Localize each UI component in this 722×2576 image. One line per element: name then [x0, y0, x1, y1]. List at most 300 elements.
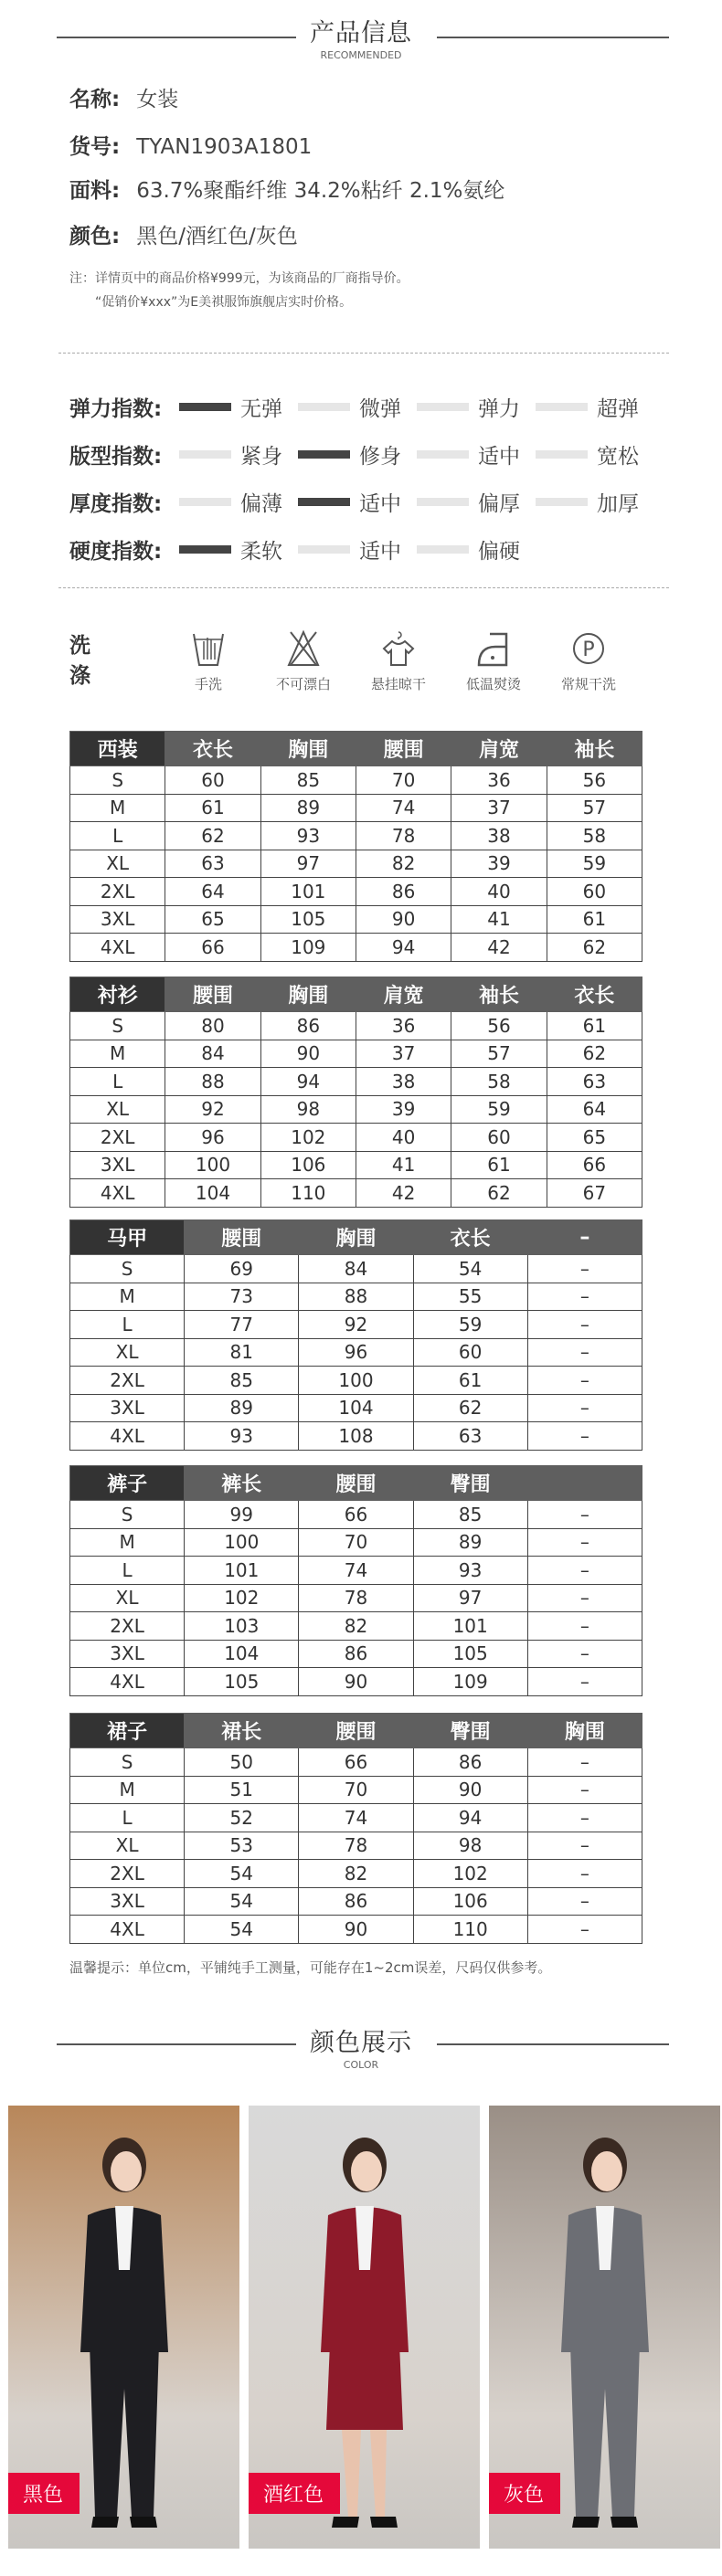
- table-cell: 65: [165, 905, 260, 934]
- table-cell: 62: [451, 1179, 547, 1208]
- table-cell: 97: [260, 850, 356, 878]
- table-cell: 102: [260, 1124, 356, 1152]
- table-cell: 73: [185, 1283, 299, 1311]
- index-option-label: 柔软: [240, 539, 282, 564]
- column-header: 胸围: [299, 1220, 413, 1255]
- table-cell: 96: [165, 1124, 260, 1152]
- table-row: [70, 1832, 642, 1860]
- table-cell: –: [527, 1832, 642, 1860]
- table-cell: 38: [451, 822, 547, 850]
- table-cell: 80: [165, 1012, 260, 1040]
- index-option-label: 微弹: [359, 396, 401, 421]
- index-bar: [536, 450, 588, 459]
- index-option: [179, 487, 298, 517]
- table-cell: 92: [165, 1095, 260, 1124]
- index-option-label: 紧身: [240, 444, 282, 469]
- table-cell: 101: [185, 1557, 299, 1585]
- table-cell: 63: [413, 1422, 527, 1451]
- table-cell: 105: [185, 1668, 299, 1696]
- table-cell: 39: [451, 850, 547, 878]
- size-table: [69, 1465, 642, 1696]
- column-header: 腰围: [165, 977, 260, 1012]
- field-value: 黑色/酒红色/灰色: [136, 225, 298, 248]
- table-cell: 94: [413, 1804, 527, 1832]
- table-cell: –: [527, 1255, 642, 1283]
- table-cell: 96: [299, 1338, 413, 1367]
- info-name: [69, 82, 178, 112]
- table-cell: 86: [260, 1012, 356, 1040]
- table-cell: 4XL: [70, 934, 165, 962]
- table-row: [70, 766, 642, 795]
- table-cell: 106: [260, 1151, 356, 1179]
- divider: [437, 37, 669, 38]
- table-cell: –: [527, 1557, 642, 1585]
- table-row: [70, 1528, 642, 1557]
- table-cell: –: [527, 1776, 642, 1804]
- index-bar: [298, 545, 350, 554]
- table-cell: M: [70, 1040, 165, 1068]
- table-cell: L: [70, 822, 165, 850]
- table-cell: 38: [356, 1068, 451, 1096]
- table-cell: 63: [547, 1068, 642, 1096]
- table-cell: M: [70, 1776, 185, 1804]
- index-bar: [179, 498, 231, 506]
- low-iron-icon: [475, 628, 512, 669]
- table-cell: 78: [299, 1832, 413, 1860]
- table-cell: 108: [299, 1422, 413, 1451]
- table-cell: XL: [70, 1832, 185, 1860]
- table-cell: 90: [299, 1916, 413, 1944]
- table-row: [70, 822, 642, 850]
- table-cell: 86: [356, 878, 451, 906]
- table-row: [70, 1557, 642, 1585]
- table-cell: –: [527, 1528, 642, 1557]
- table-cell: 60: [413, 1338, 527, 1367]
- table-cell: 94: [356, 934, 451, 962]
- index-bar: [417, 403, 469, 411]
- table-cell: 89: [260, 794, 356, 822]
- table-cell: 54: [185, 1916, 299, 1944]
- table-cell: M: [70, 794, 165, 822]
- index-label: 版型指数:: [69, 444, 163, 469]
- care-item: [457, 628, 530, 693]
- index-option-label: 偏厚: [478, 491, 520, 516]
- column-header: 肩宽: [451, 732, 547, 766]
- column-header: 裤子: [70, 1466, 185, 1501]
- table-cell: –: [527, 1612, 642, 1641]
- table-cell: 57: [451, 1040, 547, 1068]
- table-cell: 109: [413, 1668, 527, 1696]
- index-option-label: 偏硬: [478, 539, 520, 564]
- table-cell: 3XL: [70, 1394, 185, 1422]
- column-header: 衣长: [547, 977, 642, 1012]
- product-info-header: [0, 20, 722, 61]
- column-header: 胸围: [527, 1714, 642, 1748]
- table-cell: 53: [185, 1832, 299, 1860]
- index-option-label: 偏薄: [240, 491, 282, 516]
- index-option: [536, 487, 654, 517]
- table-cell: 2XL: [70, 878, 165, 906]
- table-cell: S: [70, 1748, 185, 1777]
- table-cell: 85: [185, 1367, 299, 1395]
- table-cell: 63: [165, 850, 260, 878]
- column-header: 肩宽: [356, 977, 451, 1012]
- column-header: 衣长: [165, 732, 260, 766]
- table-cell: 85: [260, 766, 356, 795]
- table-cell: 60: [547, 878, 642, 906]
- table-row: [70, 1584, 642, 1612]
- index-option: [298, 534, 417, 565]
- divider: [437, 2043, 669, 2045]
- table-row: [70, 1311, 642, 1339]
- care-item-label: 不可漂白: [275, 676, 331, 692]
- table-cell: 2XL: [70, 1860, 185, 1888]
- table-cell: 109: [260, 934, 356, 962]
- table-row: [70, 878, 642, 906]
- table-cell: 82: [356, 850, 451, 878]
- care-item-label: 常规干洗: [560, 676, 616, 692]
- table-cell: 59: [451, 1095, 547, 1124]
- table-cell: –: [527, 1501, 642, 1529]
- table-cell: 4XL: [70, 1668, 185, 1696]
- table-row: [70, 1887, 642, 1916]
- table-cell: 104: [165, 1179, 260, 1208]
- table-cell: 105: [413, 1640, 527, 1668]
- table-cell: 89: [185, 1394, 299, 1422]
- table-cell: 98: [260, 1095, 356, 1124]
- column-header: 臀围: [413, 1466, 527, 1501]
- table-header: [70, 977, 642, 1012]
- field-label: 面料:: [69, 179, 121, 203]
- table-cell: 4XL: [70, 1179, 165, 1208]
- dashed-divider: [58, 587, 669, 588]
- index-option: [417, 439, 536, 470]
- index-option: [298, 392, 417, 422]
- table-row: [70, 794, 642, 822]
- table-row: [70, 1124, 642, 1152]
- table-cell: –: [527, 1394, 642, 1422]
- size-table: [69, 977, 642, 1208]
- info-fabric: [69, 174, 504, 204]
- care-item: [267, 628, 340, 693]
- table-cell: 104: [185, 1640, 299, 1668]
- table-cell: 2XL: [70, 1124, 165, 1152]
- table-cell: –: [527, 1916, 642, 1944]
- size-table: [69, 1219, 642, 1451]
- hand-wash-icon: [190, 628, 227, 669]
- index-option-label: 宽松: [597, 444, 639, 469]
- table-cell: 69: [185, 1255, 299, 1283]
- table-cell: 66: [547, 1151, 642, 1179]
- table-cell: 88: [165, 1068, 260, 1096]
- table-cell: 66: [299, 1501, 413, 1529]
- dashed-divider: [58, 353, 669, 354]
- table-cell: 84: [165, 1040, 260, 1068]
- table-cell: 3XL: [70, 1151, 165, 1179]
- field-label: 颜色:: [69, 225, 121, 248]
- table-cell: 88: [299, 1283, 413, 1311]
- table-cell: S: [70, 1255, 185, 1283]
- table-cell: 100: [165, 1151, 260, 1179]
- column-header: 腰围: [299, 1466, 413, 1501]
- table-cell: S: [70, 1501, 185, 1529]
- care-item: [362, 628, 435, 693]
- table-cell: 70: [299, 1528, 413, 1557]
- table-cell: 61: [547, 905, 642, 934]
- table-cell: 56: [451, 1012, 547, 1040]
- table-row: [70, 1255, 642, 1283]
- table-cell: 52: [185, 1804, 299, 1832]
- divider: [57, 37, 296, 38]
- table-cell: 98: [413, 1832, 527, 1860]
- table-header: [70, 732, 642, 766]
- table-cell: 54: [185, 1887, 299, 1916]
- table-cell: –: [527, 1860, 642, 1888]
- table-header: [70, 1220, 642, 1255]
- hang-dry-icon: [380, 628, 417, 669]
- table-row: [70, 1068, 642, 1096]
- column-header: 西装: [70, 732, 165, 766]
- table-cell: XL: [70, 1338, 185, 1367]
- index-option: [298, 439, 417, 470]
- table-cell: 61: [547, 1012, 642, 1040]
- table-row: [70, 1612, 642, 1641]
- table-cell: 92: [299, 1311, 413, 1339]
- column-header: [527, 1466, 642, 1501]
- column-header: 裙长: [185, 1714, 299, 1748]
- table-cell: 90: [299, 1668, 413, 1696]
- table-cell: 61: [451, 1151, 547, 1179]
- column-header: 臀围: [413, 1714, 527, 1748]
- table-row: [70, 1668, 642, 1696]
- index-row: [69, 488, 654, 515]
- index-bar-selected: [179, 403, 231, 411]
- table-cell: 70: [299, 1776, 413, 1804]
- table-cell: 62: [413, 1394, 527, 1422]
- table-cell: 74: [299, 1557, 413, 1585]
- table-cell: 41: [356, 1151, 451, 1179]
- table-row: [70, 934, 642, 962]
- table-cell: S: [70, 1012, 165, 1040]
- index-option-label: 适中: [478, 444, 520, 469]
- table-cell: 39: [356, 1095, 451, 1124]
- table-cell: 4XL: [70, 1916, 185, 1944]
- table-cell: 4XL: [70, 1422, 185, 1451]
- table-row: [70, 1422, 642, 1451]
- size-note: 温馨提示：单位cm，平铺纯手工测量，可能存在1~2cm误差，尺码仅供参考。: [69, 1959, 552, 1976]
- table-cell: 59: [547, 850, 642, 878]
- index-bar-selected: [179, 545, 231, 554]
- table-cell: 94: [260, 1068, 356, 1096]
- index-option: [536, 392, 654, 422]
- index-row: [69, 393, 654, 420]
- table-cell: 67: [547, 1179, 642, 1208]
- index-option: [298, 487, 417, 517]
- index-option: [417, 534, 536, 565]
- table-cell: 102: [185, 1584, 299, 1612]
- info-color: [69, 219, 298, 249]
- svg-text:P: P: [582, 639, 595, 661]
- table-cell: XL: [70, 1095, 165, 1124]
- index-bar: [179, 450, 231, 459]
- table-row: [70, 1776, 642, 1804]
- section-subtitle: COLOR: [343, 2059, 379, 2071]
- column-header: 胸围: [260, 732, 356, 766]
- table-cell: 2XL: [70, 1367, 185, 1395]
- table-row: [70, 1040, 642, 1068]
- care-item: [552, 628, 625, 693]
- table-cell: –: [527, 1367, 642, 1395]
- size-table: [69, 1713, 642, 1944]
- index-option: [417, 392, 536, 422]
- price-note: 注：详情页中的商品价格¥999元，为该商品的厂商指导价。: [69, 271, 409, 286]
- table-cell: 54: [185, 1860, 299, 1888]
- table-row: [70, 1283, 642, 1311]
- table-header: [70, 1714, 642, 1748]
- table-cell: 86: [299, 1640, 413, 1668]
- table-cell: 110: [260, 1179, 356, 1208]
- table-cell: 82: [299, 1612, 413, 1641]
- table-cell: 89: [413, 1528, 527, 1557]
- table-cell: 50: [185, 1748, 299, 1777]
- care-label: 洗涤: [69, 634, 90, 688]
- table-cell: –: [527, 1804, 642, 1832]
- table-cell: 105: [260, 905, 356, 934]
- table-cell: –: [527, 1422, 642, 1451]
- care-item-label: 低温熨烫: [465, 676, 521, 692]
- table-cell: 77: [185, 1311, 299, 1339]
- table-cell: 70: [356, 766, 451, 795]
- table-cell: 2XL: [70, 1612, 185, 1641]
- table-cell: 74: [356, 794, 451, 822]
- column-header: 腰围: [356, 732, 451, 766]
- column-header: 衬衫: [70, 977, 165, 1012]
- table-cell: 93: [185, 1422, 299, 1451]
- color-photo: [8, 2106, 239, 2549]
- table-cell: –: [527, 1311, 642, 1339]
- color-tag: 酒红色: [249, 2473, 340, 2514]
- table-row: [70, 1916, 642, 1944]
- index-option-label: 弹力: [478, 396, 520, 421]
- index-bar-selected: [298, 498, 350, 506]
- section-title: 产品信息: [310, 19, 412, 48]
- table-cell: 90: [356, 905, 451, 934]
- index-option-label: 修身: [359, 444, 401, 469]
- color-tag: 灰色: [489, 2473, 560, 2514]
- price-note-2: “促销价¥xxx”为E美祺服饰旗舰店实时价格。: [95, 295, 353, 310]
- table-row: [70, 1367, 642, 1395]
- table-cell: 99: [185, 1501, 299, 1529]
- table-cell: –: [527, 1640, 642, 1668]
- field-value: 女装: [136, 88, 179, 111]
- table-cell: 64: [547, 1095, 642, 1124]
- care-item: [172, 628, 245, 693]
- table-cell: 101: [413, 1612, 527, 1641]
- table-cell: 60: [165, 766, 260, 795]
- size-table: [69, 731, 642, 962]
- table-cell: 37: [451, 794, 547, 822]
- table-cell: 57: [547, 794, 642, 822]
- table-cell: 3XL: [70, 1640, 185, 1668]
- table-cell: M: [70, 1283, 185, 1311]
- index-bar: [536, 403, 588, 411]
- table-cell: 90: [260, 1040, 356, 1068]
- index-option: [179, 534, 298, 565]
- table-cell: 100: [299, 1367, 413, 1395]
- column-header: 衣长: [413, 1220, 527, 1255]
- index-bar-selected: [298, 450, 350, 459]
- table-cell: 93: [413, 1557, 527, 1585]
- table-cell: 103: [185, 1612, 299, 1641]
- info-sku: [69, 130, 312, 160]
- table-cell: 58: [451, 1068, 547, 1096]
- table-cell: 42: [451, 934, 547, 962]
- color-tag: 黑色: [8, 2473, 80, 2514]
- table-cell: –: [527, 1584, 642, 1612]
- index-bar: [298, 403, 350, 411]
- column-header: 胸围: [260, 977, 356, 1012]
- table-row: [70, 1095, 642, 1124]
- table-cell: 42: [356, 1179, 451, 1208]
- table-cell: 74: [299, 1804, 413, 1832]
- dry-clean-p-icon: [570, 628, 607, 669]
- color-photo: [249, 2106, 480, 2549]
- table-row: [70, 1012, 642, 1040]
- column-header: 裤长: [185, 1466, 299, 1501]
- care-item-label: 悬挂晾干: [370, 676, 426, 692]
- table-cell: 93: [260, 822, 356, 850]
- table-cell: 62: [547, 1040, 642, 1068]
- column-header: 袖长: [547, 732, 642, 766]
- index-option-label: 适中: [359, 539, 401, 564]
- table-cell: 3XL: [70, 1887, 185, 1916]
- table-cell: 81: [185, 1338, 299, 1367]
- index-label: 厚度指数:: [69, 491, 163, 516]
- table-cell: 62: [165, 822, 260, 850]
- table-cell: L: [70, 1311, 185, 1339]
- index-bar: [417, 545, 469, 554]
- column-header: 马甲: [70, 1220, 185, 1255]
- table-cell: L: [70, 1068, 165, 1096]
- table-cell: 66: [299, 1748, 413, 1777]
- table-cell: 78: [356, 822, 451, 850]
- table-cell: –: [527, 1748, 642, 1777]
- table-cell: 56: [547, 766, 642, 795]
- table-row: [70, 1338, 642, 1367]
- no-bleach-icon: [285, 628, 322, 669]
- column-header: 袖长: [451, 977, 547, 1012]
- table-cell: 58: [547, 822, 642, 850]
- column-header: 腰围: [299, 1714, 413, 1748]
- table-cell: 62: [547, 934, 642, 962]
- table-cell: 100: [185, 1528, 299, 1557]
- table-row: [70, 1860, 642, 1888]
- table-cell: 86: [413, 1748, 527, 1777]
- field-value: TYAN1903A1801: [136, 135, 313, 159]
- care-item-label: 手洗: [194, 676, 222, 692]
- divider: [57, 2043, 296, 2045]
- table-cell: L: [70, 1804, 185, 1832]
- field-label: 名称:: [69, 88, 121, 111]
- table-cell: 41: [451, 905, 547, 934]
- table-cell: 40: [356, 1124, 451, 1152]
- table-cell: 66: [165, 934, 260, 962]
- table-cell: 55: [413, 1283, 527, 1311]
- index-option: [179, 392, 298, 422]
- index-bar: [417, 450, 469, 459]
- color-photo: [489, 2106, 720, 2549]
- section-title: 颜色展示: [310, 2029, 412, 2057]
